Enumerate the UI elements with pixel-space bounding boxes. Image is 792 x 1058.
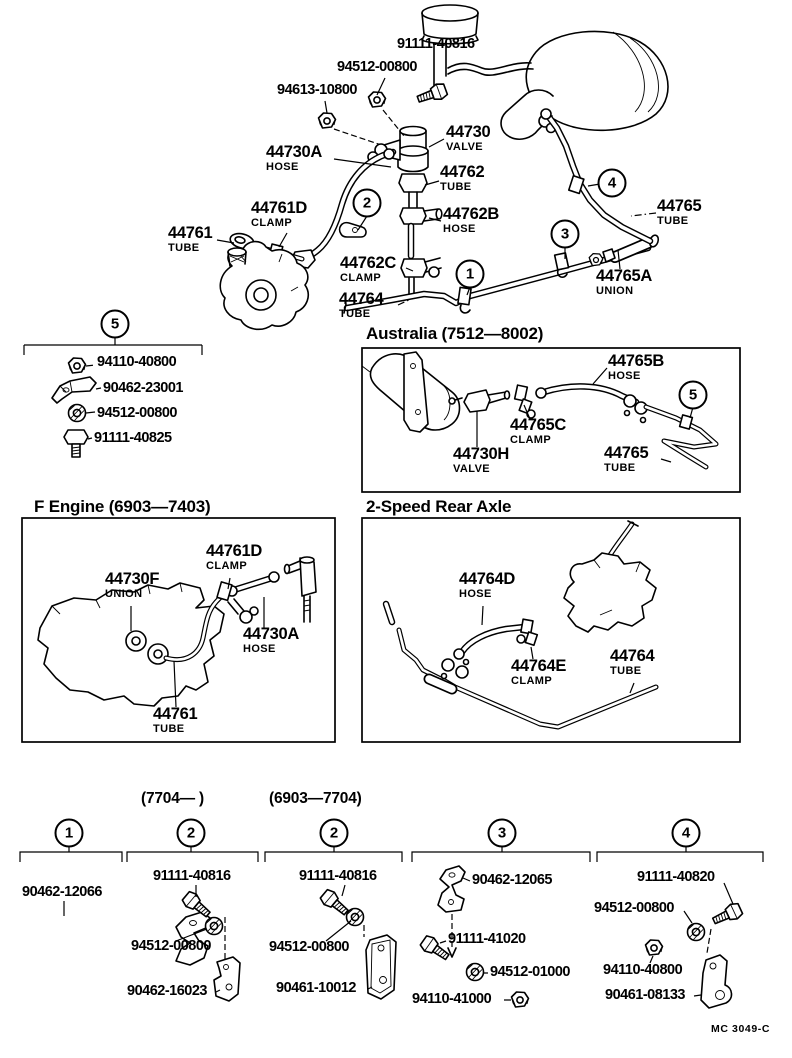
part-number: 44764E	[511, 657, 567, 675]
callout-circle-5-5: 5	[679, 381, 708, 410]
part-label-94512-00800-33	[269, 940, 349, 955]
part-label-44764d-25	[459, 571, 515, 601]
clamp-callout1-drawing	[458, 287, 471, 313]
part-label-91111-40816-29	[153, 869, 231, 884]
part-label-91111-40825-16	[94, 431, 172, 446]
part-type-label: HOSE	[459, 588, 492, 601]
part-label-44762c-10	[340, 255, 396, 285]
clamp-44762c-drawing	[401, 258, 441, 277]
part-type-label: TUBE	[153, 723, 185, 736]
part-label-44761-24	[153, 706, 197, 736]
part-label-91111-40816-0	[397, 37, 475, 52]
section-title-6903-7704: (6903—7704)	[269, 790, 362, 807]
part-number: 94613-10800	[277, 82, 357, 98]
part-label-91111-41020-36	[448, 932, 526, 947]
part-number: 44761	[153, 705, 198, 723]
part-number: 44765C	[510, 416, 566, 434]
part-type-label: HOSE	[243, 643, 276, 656]
part-type-label: TUBE	[440, 181, 472, 194]
part-type-label: HOSE	[266, 161, 299, 174]
part-label-44730a-4	[266, 144, 322, 174]
part-number: 94512-00800	[97, 405, 177, 421]
section-title-f-engine-6903-7403: F Engine (6903—7403)	[34, 497, 211, 516]
part-label-44730h-19	[453, 446, 509, 476]
part-number: 94512-00800	[269, 939, 349, 955]
part-number: 91111-40816	[299, 868, 377, 884]
part-label-44765-20	[604, 445, 648, 475]
part-number: 91111-40816	[153, 868, 231, 884]
booster-tube-drawing	[448, 63, 533, 75]
callout-circle-3-2: 3	[551, 220, 580, 249]
callout-circle-1-6: 1	[55, 819, 84, 848]
part-label-94512-00800-1	[337, 60, 417, 75]
part-number: 90462-12066	[22, 884, 102, 900]
callout-circle-5-4: 5	[101, 310, 130, 339]
part-label-94110-40800-41	[603, 963, 682, 978]
part-label-44761d-6	[251, 200, 307, 230]
part-number: 44762B	[443, 205, 499, 223]
part-label-94110-40800-13	[97, 355, 176, 370]
part-number: 44762	[440, 163, 485, 181]
part-number: 44764D	[459, 570, 515, 588]
part-number: 94110-40800	[97, 354, 177, 370]
callout-circle-4-10: 4	[672, 819, 701, 848]
part-number: 44764	[339, 290, 384, 308]
part-label-44764-12	[339, 291, 383, 321]
part-label-44764-27	[610, 648, 654, 678]
bolt-91111-40816-main	[416, 82, 449, 107]
tube-44762-drawing	[409, 192, 417, 207]
part-number: 91111-40816	[397, 36, 475, 52]
part-label-44765a-11	[596, 268, 652, 298]
part-number: 90462-12065	[472, 872, 552, 888]
part-number: 44730	[446, 123, 491, 141]
part-label-94613-10800-2	[277, 83, 357, 98]
callout-circle-1-3: 1	[456, 260, 485, 289]
part-number: 91111-40825	[94, 430, 172, 446]
part-type-label: TUBE	[610, 665, 642, 678]
leader-lines	[64, 78, 733, 1000]
part-label-90462-23001-14	[103, 381, 183, 396]
part-number: 44761	[168, 224, 213, 242]
part-number: 91111-41020	[448, 931, 526, 947]
part-type-label: CLAMP	[251, 217, 293, 230]
part-label-94512-00800-40	[594, 901, 674, 916]
part-number: 94512-01000	[490, 964, 570, 980]
section-title-2-speed-rear-axle: 2-Speed Rear Axle	[366, 497, 512, 516]
part-number: 94512-00800	[594, 900, 674, 916]
part-label-44730f-22	[105, 571, 159, 601]
callout-circle-3-9: 3	[488, 819, 517, 848]
part-type-label: CLAMP	[206, 560, 248, 573]
part-number: 44765B	[608, 352, 664, 370]
part-number: 90461-10012	[276, 980, 356, 996]
part-label-44765b-17	[608, 353, 664, 383]
clamp-callout2-drawing	[340, 223, 366, 237]
part-label-91111-40820-39	[637, 870, 715, 885]
part-label-44761-9	[168, 225, 212, 255]
part-label-90462-12065-35	[472, 873, 552, 888]
part-number: 94512-00800	[131, 938, 211, 954]
part-label-94512-01000-37	[490, 965, 570, 980]
part-number: 44762C	[340, 254, 396, 272]
part-number: 90461-08133	[605, 987, 685, 1003]
part-label-44730a-23	[243, 626, 299, 656]
section-title-7704: (7704— )	[141, 790, 205, 807]
part-number: 44730A	[243, 625, 299, 643]
part-label-90462-16023-31	[127, 984, 207, 999]
part-number: 44730A	[266, 143, 322, 161]
part-number: 94110-41000	[412, 991, 492, 1007]
part-number: 44765	[657, 197, 702, 215]
callout-circle-2-8: 2	[320, 819, 349, 848]
part-type-label: CLAMP	[340, 272, 382, 285]
part-label-44764e-26	[511, 658, 566, 688]
footer-code: MC 3049-C	[711, 1023, 771, 1035]
hose-44762b-drawing	[400, 208, 442, 256]
part-type-label: HOSE	[608, 370, 641, 383]
hardware-brackets	[20, 846, 763, 862]
part-label-44762-5	[440, 164, 484, 194]
callout-circle-2-7: 2	[177, 819, 206, 848]
part-type-label: CLAMP	[510, 434, 552, 447]
part-label-94512-00800-15	[97, 406, 177, 421]
part-type-label: UNION	[105, 588, 143, 601]
part-type-label: VALVE	[446, 141, 484, 154]
part-number: 44764	[610, 647, 655, 665]
part-label-44730-3	[446, 124, 490, 154]
part-label-90462-12066-28	[22, 885, 102, 900]
callout-circle-2-0: 2	[353, 189, 382, 218]
part-number: 44730F	[105, 570, 160, 588]
part-number: 44765	[604, 444, 649, 462]
part-number: 90462-16023	[127, 983, 207, 999]
part-label-44765c-18	[510, 417, 566, 447]
part-label-94512-00800-30	[131, 939, 211, 954]
part-type-label: HOSE	[443, 223, 476, 236]
two-speed-box-drawing	[362, 518, 740, 742]
part-number: 94110-40800	[603, 962, 683, 978]
part-number: 44765A	[596, 267, 652, 285]
part-type-label: TUBE	[339, 308, 371, 321]
callout-circle-4-1: 4	[598, 169, 627, 198]
part-label-44765-8	[657, 198, 701, 228]
part-label-91111-40816-32	[299, 869, 377, 884]
part-number: 91111-40820	[637, 869, 715, 885]
brake-booster-drawing	[501, 31, 668, 139]
part-label-90461-10012-34	[276, 981, 356, 996]
part-type-label: UNION	[596, 285, 634, 298]
part-label-44762b-7	[443, 206, 499, 236]
part-label-90461-08133-42	[605, 988, 685, 1003]
section-title-australia-7512-8002: Australia (7512—8002)	[366, 324, 544, 343]
part-number: 44730H	[453, 445, 509, 463]
part-number: 94512-00800	[337, 59, 417, 75]
nut-94613-10800-main	[319, 113, 336, 128]
part-label-94110-41000-38	[412, 992, 491, 1007]
part-number: 44761D	[251, 199, 307, 217]
part-type-label: TUBE	[168, 242, 200, 255]
part-type-label: CLAMP	[511, 675, 553, 688]
part-number: 90462-23001	[103, 380, 183, 396]
part-label-44761d-21	[206, 543, 262, 573]
part-number: 44761D	[206, 542, 262, 560]
part-type-label: TUBE	[604, 462, 636, 475]
part-type-label: VALVE	[453, 463, 491, 476]
part-type-label: TUBE	[657, 215, 689, 228]
